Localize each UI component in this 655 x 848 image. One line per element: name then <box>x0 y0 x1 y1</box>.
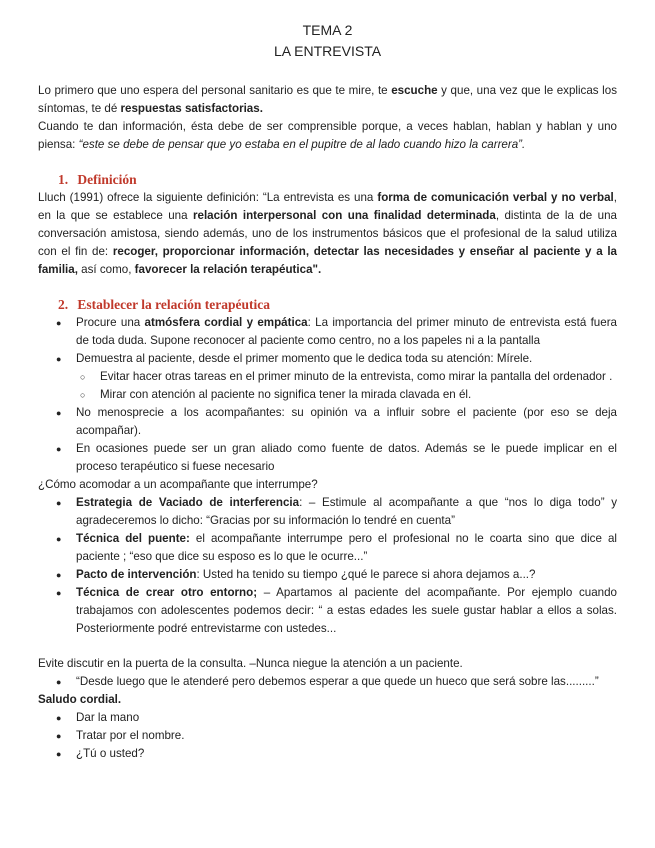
list-item <box>38 584 617 638</box>
section-title: Definición <box>77 172 137 187</box>
list-item-emphasis: Técnica de crear otro entorno; <box>76 586 258 599</box>
list-item <box>38 350 617 368</box>
intro-emphasis: escuche <box>391 84 438 97</box>
definition-emphasis: relación interpersonal con una finalidad determinada <box>192 209 496 222</box>
closing-paragraph: Evite discutir en la puerta de la consulta. –Nunca niegue la atención a un paciente. <box>38 657 463 670</box>
sub-list-item <box>76 386 617 404</box>
list-item-text: Evitar hacer otras tareas en el primer minuto de la entrevista, como mirar la pantalla del ordenador . <box>100 370 613 383</box>
section-title: Establecer la relación terapéutica <box>77 297 270 312</box>
list-item-text: : Usted ha tenido su tiempo ¿qué le parece si ahora dejamos a...? <box>196 568 536 581</box>
relation-bullet-list-cont <box>38 404 617 476</box>
intro-quote: “este se debe de pensar que yo estaba en el pupitre de al lado cuando hizo la carrera”. <box>78 138 526 151</box>
list-item <box>38 566 617 584</box>
list-item-text: “Desde luego que le atenderé pero debemos esperar a que quede un hueco que será sobre las.........” <box>76 675 599 688</box>
section-number: 1. <box>58 172 69 187</box>
list-item <box>38 494 617 530</box>
list-item-emphasis: atmósfera cordial y empática <box>144 316 308 329</box>
definition-text: así como, <box>77 263 135 276</box>
list-item <box>38 727 617 745</box>
intro-emphasis: respuestas satisfactorias. <box>120 102 263 115</box>
relation-sub-list <box>76 368 617 404</box>
strategies-list <box>38 494 617 638</box>
list-item-text: Demuestra al paciente, desde el primer momento que le dedica toda su atención: Mírele. <box>76 352 533 365</box>
greeting-list <box>38 709 617 763</box>
section-heading-relacion <box>38 296 617 314</box>
definition-emphasis: forma de comunicación verbal y no verbal <box>377 191 614 204</box>
intro-text: Cuando te dan información, ésta debe de ser comprensible porque, a veces hablan, hablan y hablan y uno piensa: <box>38 120 617 151</box>
list-item-emphasis: Técnica del puente: <box>76 532 190 545</box>
sub-list-item <box>76 368 617 386</box>
list-item-text: Procure una <box>76 316 145 329</box>
list-item-text: – Apartamos al paciente del acompañante. Por ejemplo cuando trabajamos con adolescentes podemos decir: “ a estas edades les suele gustar hablar a ellos a solas. Posteriormente podré entrevistarme con ustedes... <box>76 586 617 635</box>
list-item <box>38 530 617 566</box>
list-item <box>38 745 617 763</box>
tema-label: TEMA 2 <box>302 22 353 38</box>
list-item-text: Tratar por el nombre. <box>76 729 185 742</box>
definition-paragraph <box>38 189 617 279</box>
list-item <box>38 404 617 440</box>
definition-text: Lluch (1991) ofrece la siguiente definición: “La entrevista es una <box>38 191 378 204</box>
definition-text: , en la que se establece una <box>38 191 617 222</box>
list-item-emphasis: Pacto de intervención <box>76 568 197 581</box>
list-item-text: En ocasiones puede ser un gran aliado como fuente de datos. Además se le puede implicar en el proceso terapéutico si fuese necesario <box>76 442 617 473</box>
closing-quote-list <box>38 673 617 691</box>
list-item-text: : La importancia del primer minuto de entrevista está fuera de toda duda. Supone reconocer al paciente como centro, no a los papeles ni a la pantalla <box>76 316 617 347</box>
definition-text: , distinta de la de una conversación amistosa, siendo además, uno de los instrumentos básicos que el profesional de la salud utiliza con el fin de: <box>38 209 618 258</box>
intro-paragraph-1 <box>38 82 617 118</box>
greeting-heading-text: Saludo cordial. <box>38 693 122 706</box>
section-heading-definicion <box>38 171 617 189</box>
companion-question: ¿Cómo acomodar a un acompañante que interrumpe? <box>38 478 318 491</box>
list-item-text: No menosprecie a los acompañantes: su opinión va a influir sobre el paciente (por eso se deja acompañar). <box>76 406 617 437</box>
greeting-heading <box>38 691 617 709</box>
definition-emphasis: recoger, proporcionar información, detectar las necesidades y enseñar al paciente y a la familia, <box>38 245 617 276</box>
intro-text: Lo primero que uno espera del personal sanitario es que te mire, te <box>38 84 392 97</box>
list-item-text: Mirar con atención al paciente no significa tener la mirada clavada en él. <box>100 388 472 401</box>
list-item-emphasis: Estrategia de Vaciado de interferencia <box>76 496 300 509</box>
list-item <box>38 673 617 691</box>
relation-bullet-list <box>38 314 617 368</box>
list-item-text: el acompañante interrumpe pero el profesional no le coarta sino que dice al paciente ; “eso que dice su esposo es lo que le ocurre...” <box>76 532 617 563</box>
list-item-text: ¿Tú o usted? <box>76 747 145 760</box>
intro-text: y que, una vez que le explicas los síntomas, te dé <box>38 84 617 115</box>
list-item <box>38 440 617 476</box>
page-title: LA ENTREVISTA <box>273 43 382 59</box>
intro-paragraph-2 <box>38 118 617 154</box>
definition-emphasis: favorecer la relación terapéutica". <box>134 263 322 276</box>
list-item <box>38 314 617 350</box>
list-item-text: Dar la mano <box>76 711 140 724</box>
section-number: 2. <box>58 297 69 312</box>
list-item <box>38 709 617 727</box>
list-item-text: : – Estimule al acompañante a que “nos lo diga todo” y agradeceremos lo dicho: “Gracias por su información lo tendré en cuenta” <box>76 496 617 527</box>
